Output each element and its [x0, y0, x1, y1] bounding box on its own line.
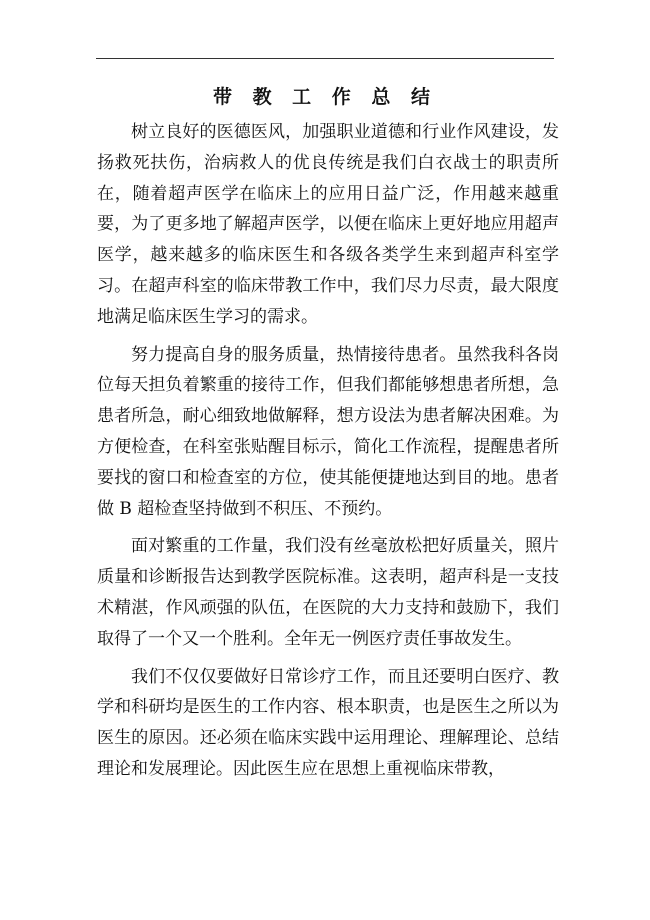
document-title: 带 教 工 作 总 结	[212, 86, 438, 108]
paragraph-service-quality: 努力提高自身的服务质量，热情接待患者。虽然我科各岗位每天担负着繁重的接待工作，但我们都能够想患者所想，急患者所急，耐心细致地做解释，想方设法为患者解决困难。为方便检查，在科室张贴醒目标示，简化工作流程，提醒患者所要找的窗口和检查室的方位，使其能便捷地达到目的地。患者做 B 超检查坚持做到不积压、不预约。	[97, 344, 559, 519]
header-rule	[96, 58, 554, 59]
paragraph-quality-control: 面对繁重的工作量，我们没有丝毫放松把好质量关，照片质量和诊断报告达到教学医院标准。这表明，超声科是一支技术精湛，作风顽强的队伍，在医院的大力支持和鼓励下，我们取得了一个又一个胜利。全年无一例医疗责任事故发生。	[97, 536, 559, 649]
document-body	[97, 117, 559, 792]
paragraph-teaching-duty: 我们不仅仅要做好日常诊疗工作，而且还要明白医疗、教学和科研均是医生的工作内容、根本职责，也是医生之所以为医生的原因。还必须在临床实践中运用理论、理解理论、总结理论和发展理论。因此医生应在思想上重视临床带教，	[97, 666, 559, 779]
paragraph-medical-ethics: 树立良好的医德医风，加强职业道德和行业作风建设，发扬救死扶伤，治病救人的优良传统是我们白衣战士的职责所在，随着超声医学在临床上的应用日益广泛，作用越来越重要，为了更多地了解超声医学，以便在临床上更好地应用超声医学，越来越多的临床医生和各级各类学生来到超声科室学习。在超声科室的临床带教工作中，我们尽力尽责，最大限度地满足临床医生学习的需求。	[97, 122, 559, 327]
